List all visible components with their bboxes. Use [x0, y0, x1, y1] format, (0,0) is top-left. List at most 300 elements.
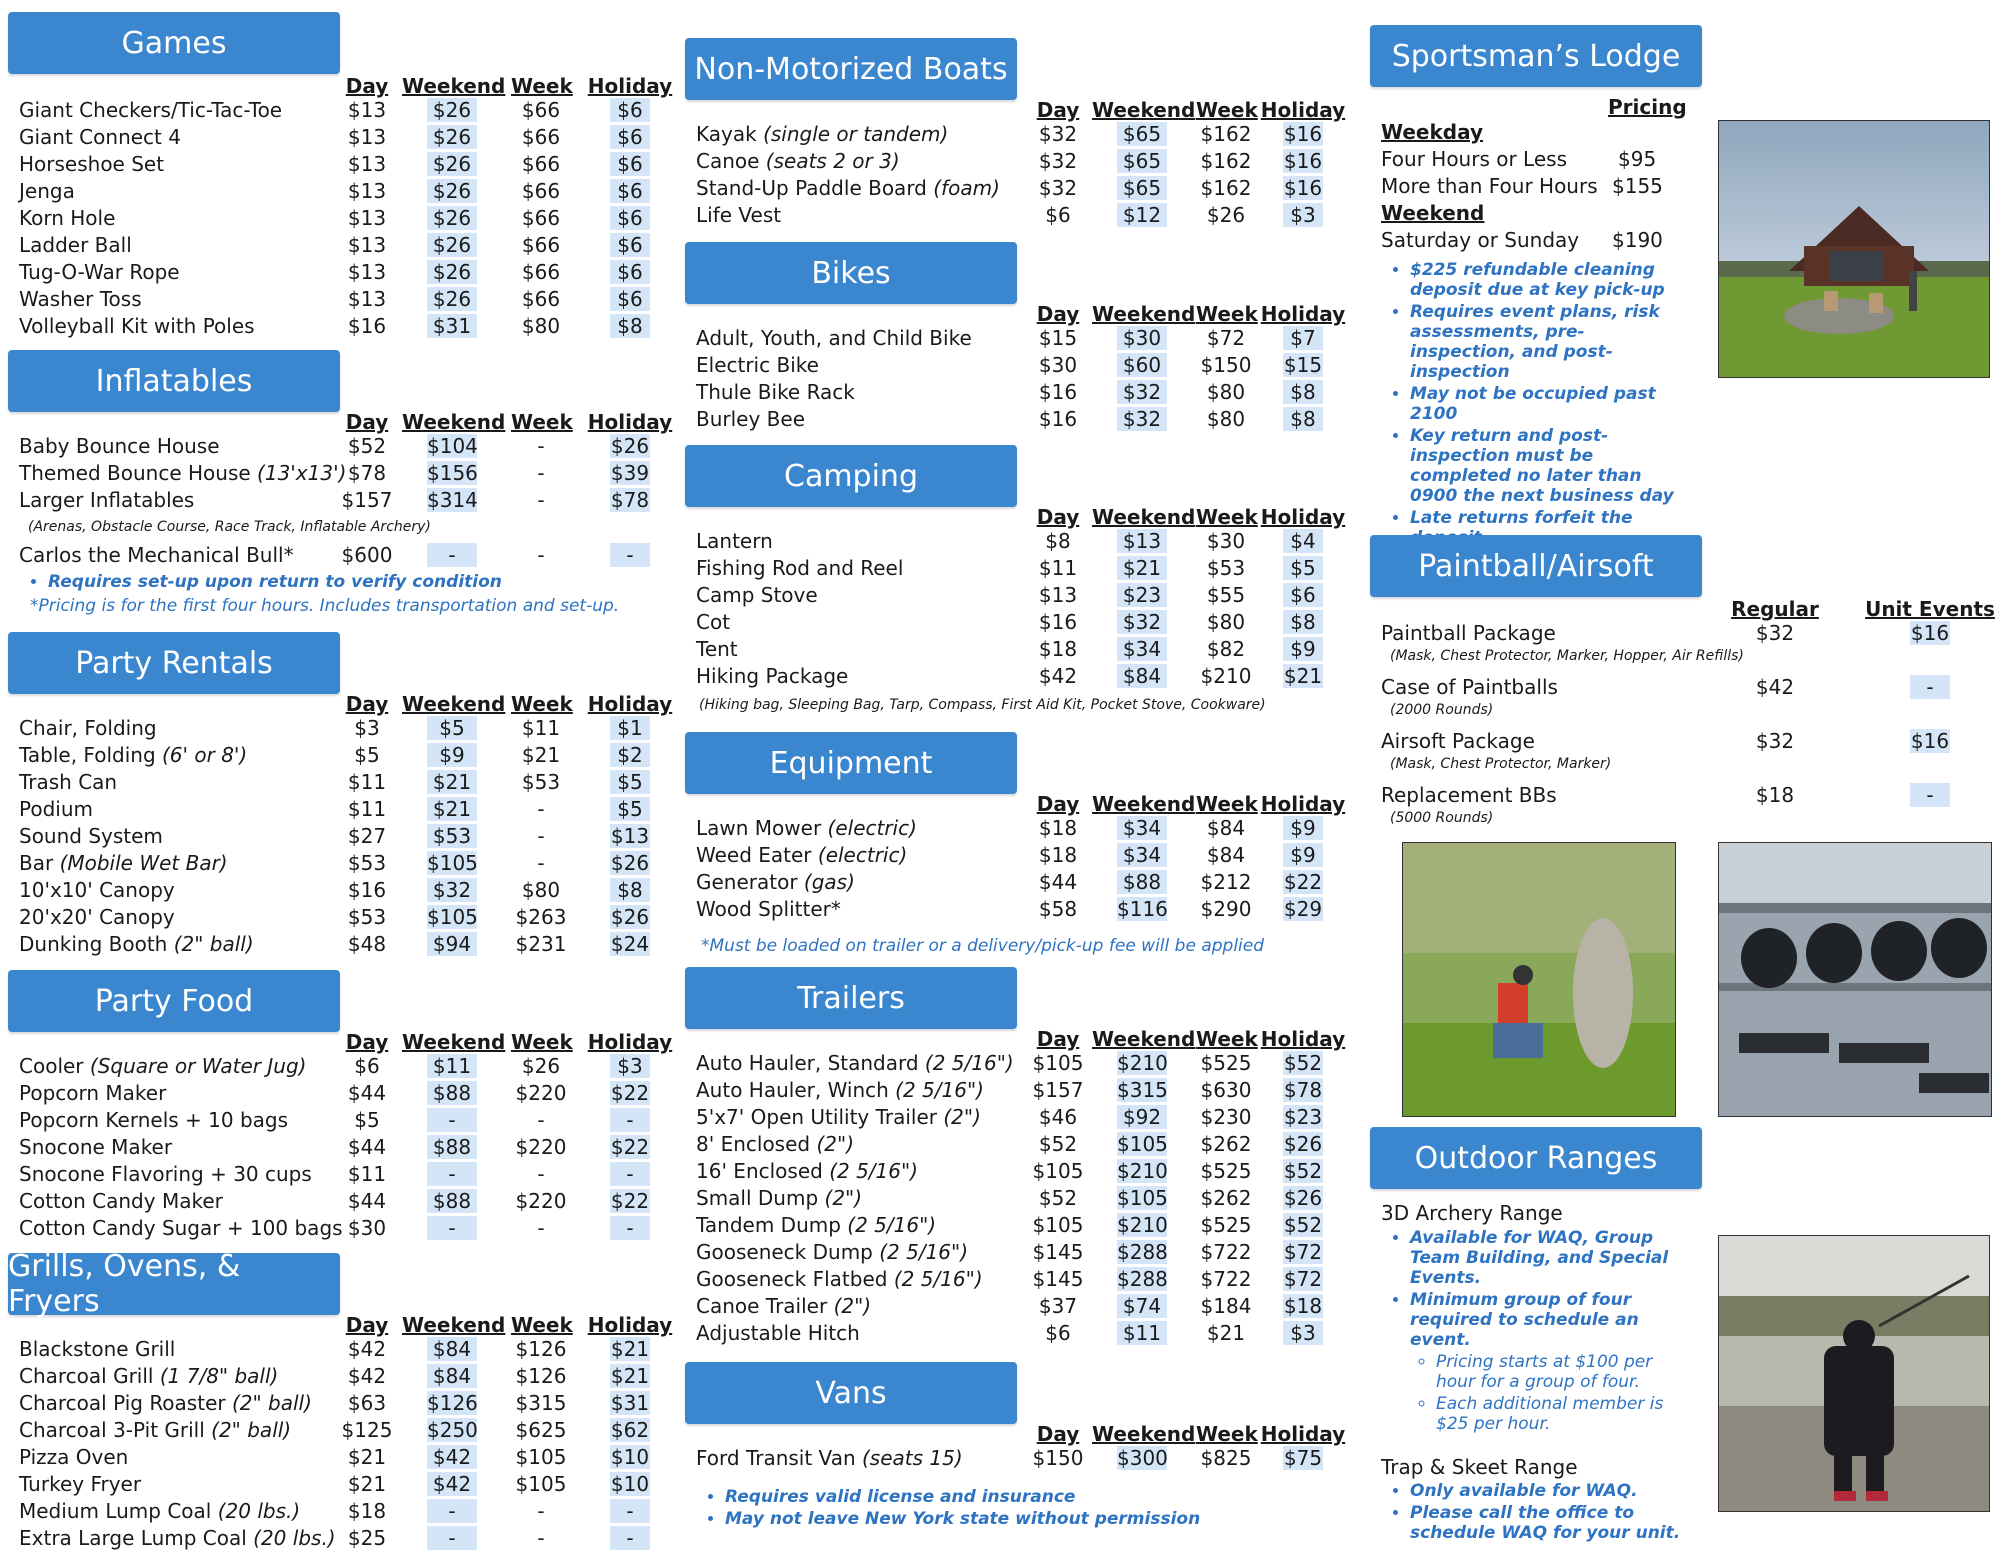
- weekend-header: Weekend: [1092, 302, 1196, 326]
- day-price: $46: [1038, 1105, 1078, 1129]
- week-price: $150: [1200, 353, 1252, 377]
- item-label: 16' Enclosed: [696, 1159, 830, 1183]
- party_food-row: [8, 1054, 668, 1081]
- inflatables-bullet: [20, 572, 502, 594]
- trailers-item-name: [696, 1051, 1014, 1075]
- inflatables-footnote: *Pricing is for the first four hours. Includes transportation and set-up.: [30, 596, 620, 616]
- lodge-section: [1370, 25, 1990, 528]
- lodge-bullet: • Key return and post-inspection must be completed no later than 0900 the next business day: [1410, 426, 1682, 506]
- lodge-bullet: • Requires event plans, risk assessments, pre-inspection, and post-inspection: [1410, 302, 1682, 382]
- camping-row: [685, 637, 1345, 664]
- item-label: Thule Bike Rack: [696, 380, 855, 404]
- week-price: $21: [1206, 1321, 1246, 1345]
- weekend-price: $9: [427, 743, 477, 767]
- holiday-header: Holiday: [587, 1313, 673, 1337]
- week-price: $825: [1200, 1446, 1252, 1470]
- day-header: Day: [1036, 1422, 1080, 1446]
- games-row: [8, 152, 668, 179]
- week-price: $722: [1200, 1240, 1252, 1264]
- party_rentals-row: [8, 770, 668, 797]
- item-label: Carlos the Mechanical Bull*: [19, 543, 294, 567]
- holiday-price: $78: [610, 488, 650, 512]
- holiday-price: $1: [610, 716, 650, 740]
- item-label: Cot: [696, 610, 731, 634]
- grills-item-name: [19, 1364, 278, 1388]
- item-spec: (1 7/8" ball): [159, 1364, 279, 1388]
- weekend-price: $13: [1117, 529, 1167, 553]
- archery-range-title: 3D Archery Range: [1381, 1201, 1563, 1225]
- holiday-price: $72: [1283, 1267, 1323, 1291]
- week-price: $262: [1200, 1132, 1252, 1156]
- party_food-row: [8, 1081, 668, 1108]
- week-price: -: [537, 1108, 545, 1132]
- archery-sub-bullet: ◦ Each additional member is $25 per hour.: [1436, 1394, 1682, 1434]
- weekend-price: $314: [427, 488, 478, 512]
- games-item-name: [19, 287, 142, 311]
- weekend-price: $65: [1117, 122, 1167, 146]
- camping-sub-note: (Hiking bag, Sleeping Bag, Tarp, Compass, First Aid Kit, Pocket Stove, Cookware): [699, 697, 1266, 713]
- item-label: Canoe: [696, 149, 766, 173]
- item-spec: (2" ball): [173, 932, 254, 956]
- party_food-row: [8, 1162, 668, 1189]
- week-header: Week: [511, 410, 573, 434]
- weekend-price: $65: [1117, 176, 1167, 200]
- equipment-item-name: [696, 843, 907, 867]
- camping-row: [685, 664, 1345, 691]
- item-label: Lantern: [696, 529, 773, 553]
- trailers-item-name: [696, 1267, 983, 1291]
- grills-row: [8, 1526, 668, 1553]
- item-spec: (20 lbs.): [253, 1526, 336, 1550]
- weekend-header: Weekend: [1092, 1027, 1196, 1051]
- boats-row: [685, 176, 1345, 203]
- trailers-row: [685, 1132, 1345, 1159]
- day-price: $63: [347, 1391, 387, 1415]
- holiday-price: $52: [1283, 1051, 1323, 1075]
- day-price: $105: [1032, 1159, 1084, 1183]
- games-row: [8, 179, 668, 206]
- paintball-unit-price: -: [1910, 783, 1950, 807]
- trap-range-title: Trap & Skeet Range: [1381, 1455, 1578, 1479]
- item-spec: (2 5/16"): [879, 1240, 969, 1264]
- item-spec: (seats 15): [861, 1446, 963, 1470]
- trailers-item-name: [696, 1294, 871, 1318]
- item-label: Pizza Oven: [19, 1445, 129, 1469]
- boats-row: [685, 203, 1345, 230]
- day-price: $13: [347, 179, 387, 203]
- camping-row: [685, 583, 1345, 610]
- weekend-price: $104: [427, 434, 478, 458]
- day-price: $25: [347, 1526, 387, 1550]
- weekend-price: $105: [427, 851, 478, 875]
- holiday-price: $6: [1283, 583, 1323, 607]
- weekend-price: $26: [427, 233, 477, 257]
- week-header: Week: [511, 1030, 573, 1054]
- bullet-item: • May not leave New York state without permission: [725, 1509, 1200, 1529]
- grills-row: [8, 1364, 668, 1391]
- week-price: $21: [521, 743, 561, 767]
- weekend-price: $250: [427, 1418, 478, 1442]
- holiday-header: Holiday: [587, 74, 673, 98]
- party_rentals-row: [8, 824, 668, 851]
- inflatables-row: [8, 543, 668, 570]
- week-price: $220: [515, 1135, 567, 1159]
- holiday-price: $72: [1283, 1240, 1323, 1264]
- item-label: Tug-O-War Rope: [19, 260, 180, 284]
- week-price: $55: [1206, 583, 1246, 607]
- lodge-row-1-price: $155: [1612, 174, 1663, 198]
- inflatables-row: [8, 434, 668, 461]
- weekend-price: $88: [427, 1189, 477, 1213]
- games-row: [8, 125, 668, 152]
- item-label: Weed Eater: [696, 843, 818, 867]
- day-price: $48: [347, 932, 387, 956]
- paintball-unit-label: Unit Events: [1865, 597, 1995, 621]
- week-header: Week: [511, 692, 573, 716]
- party_rentals-row: [8, 905, 668, 932]
- paintball-item-sub: (5000 Rounds): [1390, 810, 1494, 826]
- holiday-price: $52: [1283, 1213, 1323, 1237]
- item-spec: (2 5/16"): [924, 1051, 1014, 1075]
- holiday-price: -: [610, 1499, 650, 1523]
- games-row: [8, 287, 668, 314]
- day-price: $18: [1038, 843, 1078, 867]
- item-spec: (6' or 8'): [162, 743, 248, 767]
- holiday-price: $13: [610, 824, 650, 848]
- trailers-row: [685, 1267, 1345, 1294]
- holiday-price: $62: [610, 1418, 650, 1442]
- holiday-price: $8: [1283, 407, 1323, 431]
- week-price: $66: [521, 125, 561, 149]
- boats-title: Non-Motorized Boats: [685, 38, 1017, 100]
- day-price: $44: [1038, 870, 1078, 894]
- item-label: Kayak: [696, 122, 764, 146]
- trap-bullets: [1382, 1481, 1682, 1545]
- weekend-price: $210: [1117, 1159, 1168, 1183]
- item-spec: (2"): [816, 1132, 854, 1156]
- equipment-row: [685, 843, 1345, 870]
- trailers-row: [685, 1321, 1345, 1348]
- day-price: $157: [341, 488, 393, 512]
- grills-row: [8, 1472, 668, 1499]
- item-spec: (2"): [943, 1105, 981, 1129]
- item-label: Tent: [696, 637, 738, 661]
- holiday-price: $39: [610, 461, 650, 485]
- item-spec: (2" ball): [211, 1418, 292, 1442]
- party_food-row: [8, 1135, 668, 1162]
- games-item-name: [19, 179, 75, 203]
- day-price: $5: [354, 743, 380, 767]
- week-price: $625: [515, 1418, 567, 1442]
- day-price: $105: [1032, 1051, 1084, 1075]
- grills-item-name: [19, 1499, 300, 1523]
- item-spec: (2" ball): [231, 1391, 312, 1415]
- equipment-row: [685, 816, 1345, 843]
- party_food-row: [8, 1216, 668, 1243]
- party_food-row: [8, 1108, 668, 1135]
- holiday-price: $23: [1283, 1105, 1323, 1129]
- day-price: $32: [1038, 149, 1078, 173]
- item-spec: (2 5/16"): [895, 1078, 984, 1102]
- weekend-price: $26: [427, 125, 477, 149]
- bullet-item: • Requires valid license and insurance: [725, 1487, 1200, 1507]
- holiday-price: $3: [1283, 203, 1323, 227]
- day-price: $32: [1038, 122, 1078, 146]
- holiday-header: Holiday: [1260, 1422, 1346, 1446]
- week-price: $263: [515, 905, 567, 929]
- day-price: $16: [347, 314, 387, 338]
- lodge-row-2-price: $190: [1612, 228, 1663, 252]
- week-price: $30: [1206, 529, 1246, 553]
- weekend-price: $34: [1117, 843, 1167, 867]
- party_rentals-item-name: [19, 932, 254, 956]
- item-spec: (2 5/16"): [829, 1159, 918, 1183]
- trap-bullet: • Please call the office to schedule WAQ for your unit.: [1410, 1503, 1682, 1543]
- day-price: $13: [347, 98, 387, 122]
- holiday-price: $8: [610, 878, 650, 902]
- weekend-header: Weekend: [402, 1030, 506, 1054]
- week-price: -: [537, 797, 545, 821]
- party_rentals-item-name: [19, 797, 93, 821]
- item-label: Electric Bike: [696, 353, 819, 377]
- games-row: [8, 98, 668, 125]
- weekend-price: $31: [427, 314, 477, 338]
- holiday-price: $5: [610, 770, 650, 794]
- paintball-regular-price: $32: [1755, 621, 1795, 645]
- item-label: 8' Enclosed: [696, 1132, 817, 1156]
- camping-item-name: [696, 610, 730, 634]
- paintball-masks-photo: [1718, 842, 1992, 1117]
- games-item-name: [19, 206, 115, 230]
- weekend-price: $60: [1117, 353, 1167, 377]
- paintball-regular-price: $32: [1755, 729, 1795, 753]
- weekend-price: $288: [1117, 1240, 1168, 1264]
- holiday-price: $22: [610, 1189, 650, 1213]
- day-price: $145: [1032, 1240, 1084, 1264]
- item-label: Gooseneck Dump: [696, 1240, 880, 1264]
- party_rentals-row: [8, 932, 668, 959]
- equipment-footnote: *Must be loaded on trailer or a delivery/pick-up fee will be applied: [701, 936, 1265, 956]
- week-price: $84: [1206, 816, 1246, 840]
- grills-row: [8, 1445, 668, 1472]
- inflatables-item-name: [19, 543, 294, 567]
- trailers-row: [685, 1159, 1345, 1186]
- day-header: Day: [345, 1313, 389, 1337]
- camping-item-name: [696, 637, 738, 661]
- week-header: Week: [1196, 1027, 1258, 1051]
- holiday-price: $4: [1283, 529, 1323, 553]
- equipment-item-name: [696, 897, 841, 921]
- holiday-header: Holiday: [587, 1030, 673, 1054]
- week-price: $66: [521, 233, 561, 257]
- week-price: -: [537, 851, 545, 875]
- grills-section: [8, 1249, 673, 1553]
- grills-item-name: [19, 1391, 312, 1415]
- grills-item-name: [19, 1445, 128, 1469]
- bikes-row: [685, 407, 1345, 434]
- day-price: $21: [347, 1472, 387, 1496]
- inflatables-title: Inflatables: [8, 350, 340, 412]
- weekend-price: $32: [1117, 407, 1167, 431]
- item-label: Camp Stove: [696, 583, 818, 607]
- item-label: Podium: [19, 797, 93, 821]
- ranges-section: [1370, 1127, 1990, 1543]
- weekend-price: $105: [1117, 1186, 1168, 1210]
- day-price: $21: [347, 1445, 387, 1469]
- item-label: Generator: [696, 870, 804, 894]
- item-label: Burley Bee: [696, 407, 806, 431]
- day-price: $42: [347, 1364, 387, 1388]
- weekend-price: $30: [1117, 326, 1167, 350]
- holiday-header: Holiday: [1260, 792, 1346, 816]
- lodge-row-1-label: More than Four Hours: [1381, 174, 1598, 198]
- weekend-price: $84: [427, 1364, 477, 1388]
- grills-item-name: [19, 1418, 291, 1442]
- item-label: Cooler: [19, 1054, 90, 1078]
- week-price: $525: [1200, 1051, 1252, 1075]
- day-price: $16: [1038, 380, 1078, 404]
- week-price: -: [537, 1162, 545, 1186]
- party_rentals-item-name: [19, 743, 247, 767]
- day-header: Day: [345, 410, 389, 434]
- weekend-price: $88: [427, 1135, 477, 1159]
- paintball-unit-price: -: [1910, 675, 1950, 699]
- holiday-price: -: [610, 1526, 650, 1550]
- week-price: $105: [515, 1445, 567, 1469]
- paintball-title: Paintball/Airsoft: [1370, 535, 1702, 597]
- weekend-price: $53: [427, 824, 477, 848]
- weekend-price: $42: [427, 1472, 477, 1496]
- item-label: Dunking Booth: [19, 932, 174, 956]
- holiday-price: $78: [1283, 1078, 1323, 1102]
- boats-item-name: [696, 176, 1000, 200]
- boats-row: [685, 149, 1345, 176]
- games-item-name: [19, 152, 164, 176]
- holiday-price: -: [610, 1216, 650, 1240]
- holiday-price: $8: [1283, 610, 1323, 634]
- day-price: $145: [1032, 1267, 1084, 1291]
- party_food-item-name: [19, 1162, 312, 1186]
- day-price: $105: [1032, 1213, 1084, 1237]
- day-price: $44: [347, 1081, 387, 1105]
- item-label: Turkey Fryer: [19, 1472, 142, 1496]
- weekend-price: $88: [1117, 870, 1167, 894]
- weekend-price: $42: [427, 1445, 477, 1469]
- holiday-price: $31: [610, 1391, 650, 1415]
- paintball-item-name: Paintball Package: [1381, 621, 1556, 645]
- games-item-name: [19, 98, 282, 122]
- week-price: $162: [1200, 176, 1252, 200]
- holiday-price: $26: [610, 905, 650, 929]
- bikes-item-name: [696, 407, 805, 431]
- weekend-price: $116: [1117, 897, 1168, 921]
- camping-row: [685, 529, 1345, 556]
- item-label: Fishing Rod and Reel: [696, 556, 904, 580]
- grills-item-name: [19, 1472, 141, 1496]
- week-price: $212: [1200, 870, 1252, 894]
- holiday-price: $29: [1283, 897, 1323, 921]
- trailers-row: [685, 1186, 1345, 1213]
- party_rentals-title: Party Rentals: [8, 632, 340, 694]
- holiday-price: $6: [610, 260, 650, 284]
- item-spec: (Square or Water Jug): [89, 1054, 307, 1078]
- ranges-title: Outdoor Ranges: [1370, 1127, 1702, 1189]
- holiday-price: $16: [1283, 176, 1323, 200]
- item-spec: (13'x13'): [257, 461, 347, 485]
- archery-sub-bullet: ◦ Pricing starts at $100 per hour for a group of four.: [1436, 1352, 1682, 1392]
- holiday-header: Holiday: [587, 692, 673, 716]
- grills-item-name: [19, 1526, 336, 1550]
- holiday-price: $16: [1283, 149, 1323, 173]
- weekend-price: $26: [427, 260, 477, 284]
- day-price: $11: [347, 797, 387, 821]
- holiday-header: Holiday: [587, 410, 673, 434]
- item-label: Life Vest: [696, 203, 782, 227]
- holiday-price: $6: [610, 125, 650, 149]
- weekend-price: $210: [1117, 1051, 1168, 1075]
- day-price: $78: [347, 461, 387, 485]
- item-label: Auto Hauler, Winch: [696, 1078, 896, 1102]
- trailers-row: [685, 1051, 1345, 1078]
- equipment-row: [685, 897, 1345, 924]
- games-row: [8, 260, 668, 287]
- holiday-price: $6: [610, 152, 650, 176]
- week-header: Week: [1196, 505, 1258, 529]
- camping-title: Camping: [685, 445, 1017, 507]
- holiday-price: $75: [1283, 1446, 1323, 1470]
- week-price: $26: [1206, 203, 1246, 227]
- item-label: Wood Splitter*: [696, 897, 841, 921]
- holiday-price: $10: [610, 1445, 650, 1469]
- boats-section: [685, 38, 1345, 238]
- weekend-price: $26: [427, 287, 477, 311]
- weekend-price: -: [427, 1108, 477, 1132]
- item-label: Washer Toss: [19, 287, 142, 311]
- item-label: Adjustable Hitch: [696, 1321, 860, 1345]
- lodge-bullets: [1382, 260, 1682, 550]
- holiday-price: $26: [1283, 1186, 1323, 1210]
- item-spec: (2"): [833, 1294, 872, 1318]
- week-price: -: [537, 1216, 545, 1240]
- week-price: $525: [1200, 1159, 1252, 1183]
- day-price: $37: [1038, 1294, 1078, 1318]
- day-price: $125: [341, 1418, 393, 1442]
- trailers-item-name: [696, 1240, 968, 1264]
- holiday-price: $16: [1283, 122, 1323, 146]
- trailers-row: [685, 1078, 1345, 1105]
- weekend-price: $26: [427, 206, 477, 230]
- vans-section: [685, 1362, 1345, 1542]
- day-header: Day: [345, 1030, 389, 1054]
- trailers-section: [685, 967, 1345, 1357]
- week-price: -: [537, 1526, 545, 1550]
- week-price: $66: [521, 152, 561, 176]
- grills-title: Grills, Ovens, & Fryers: [8, 1253, 340, 1315]
- weekend-price: $92: [1117, 1105, 1167, 1129]
- week-header: Week: [511, 1313, 573, 1337]
- lodge-photo: [1718, 120, 1990, 378]
- weekend-price: $88: [427, 1081, 477, 1105]
- weekend-price: -: [427, 1526, 477, 1550]
- party_food-title: Party Food: [8, 970, 340, 1032]
- weekend-header: Weekend: [402, 692, 506, 716]
- party_rentals-item-name: [19, 851, 228, 875]
- grills-row: [8, 1391, 668, 1418]
- games-section: [8, 12, 673, 342]
- holiday-price: $22: [610, 1081, 650, 1105]
- day-price: $30: [1038, 353, 1078, 377]
- item-label: Table, Folding: [19, 743, 162, 767]
